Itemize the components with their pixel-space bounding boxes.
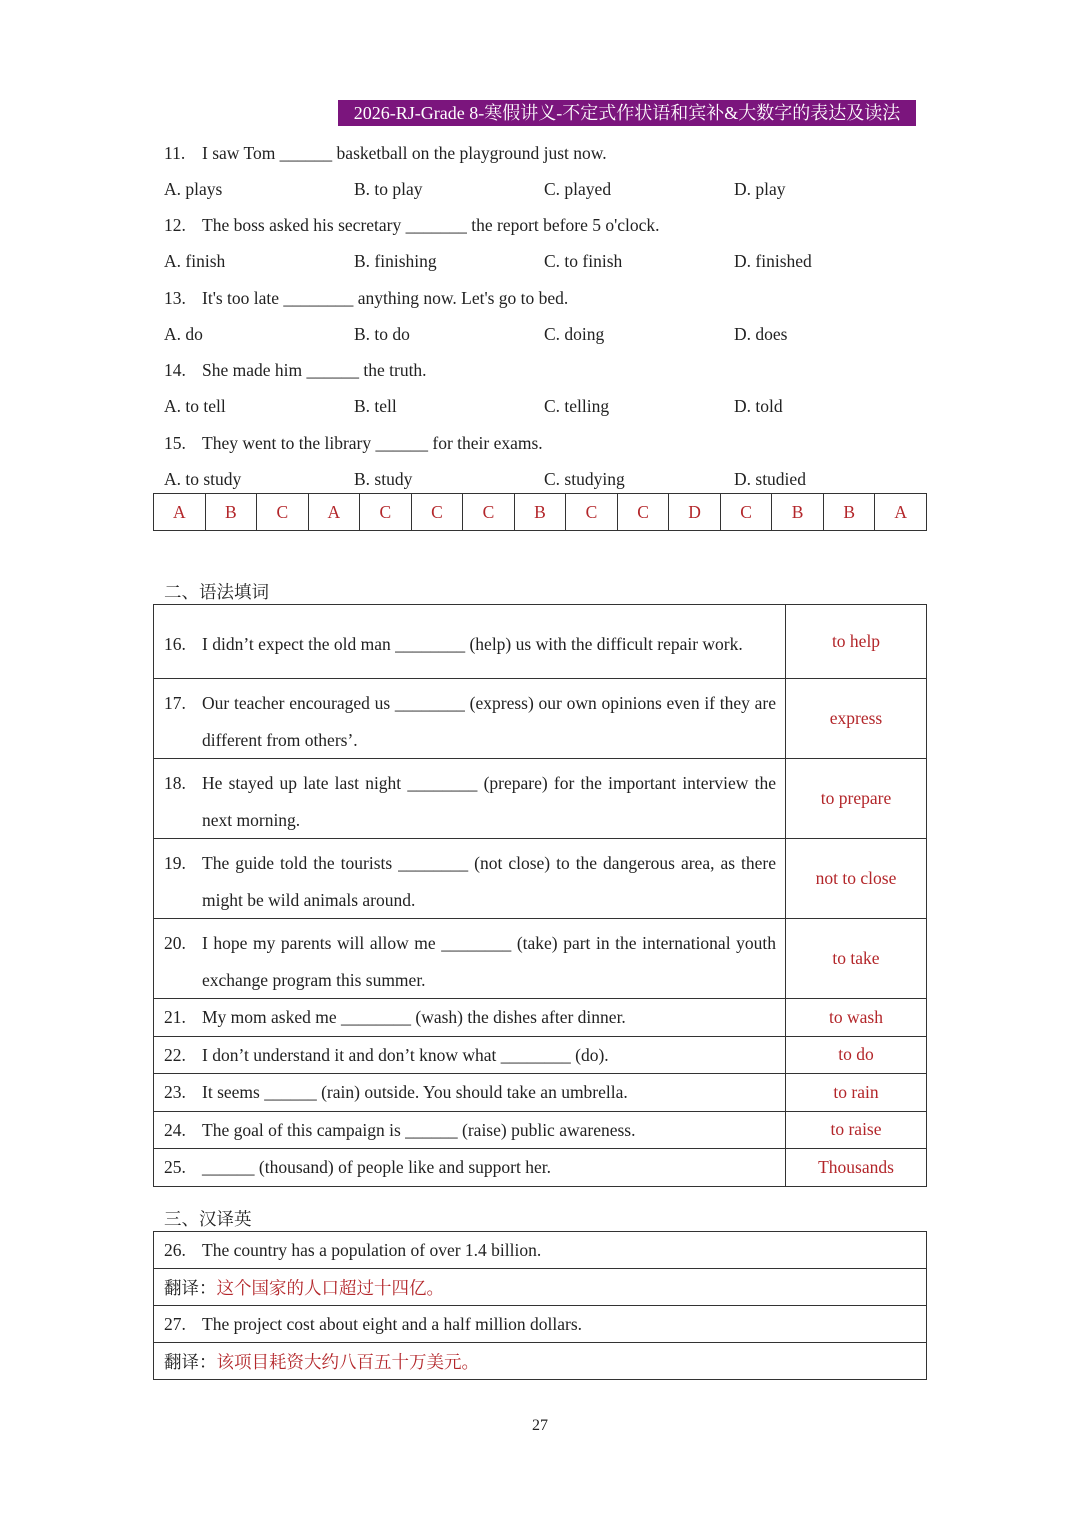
answer-key-table [153, 493, 927, 531]
answer-cell: Thousands [786, 1149, 927, 1187]
table-row [154, 999, 927, 1037]
answer-cell: to do [786, 1036, 927, 1074]
answer-cell: to raise [786, 1111, 927, 1149]
answer-cell: B [205, 494, 257, 531]
question-13: 13. It's too late ________ anything now. Let's go to bed. [164, 288, 569, 308]
option: C. to finish [544, 251, 623, 271]
option: C. played [544, 179, 612, 199]
question-cell: 22. I don’t understand it and don’t know what ________ (do). [154, 1036, 786, 1074]
answer-cell: to prepare [786, 759, 927, 839]
translation-cell: 翻译：该项目耗资大约八百五十万美元。 [154, 1343, 927, 1380]
option: B. to do [354, 324, 410, 344]
answer-cell: to help [786, 605, 927, 679]
table-row [154, 679, 927, 759]
table-row [154, 759, 927, 839]
option: B. tell [354, 396, 397, 416]
question-cell: 23. It seems ______ (rain) outside. You should take an umbrella. [154, 1074, 786, 1112]
option: B. study [354, 469, 413, 489]
answer-cell: C [566, 494, 618, 531]
option: A. do [164, 324, 203, 344]
option: B. finishing [354, 251, 437, 271]
option: D. does [734, 324, 788, 344]
table-row [154, 1269, 927, 1306]
document-header: 2026-RJ-Grade 8-寒假讲义-不定式作状语和宾补&大数字的表达及读法 [338, 100, 916, 126]
options-12 [164, 251, 924, 272]
question-cell: 18. He stayed up late last night ________ (prepare) for the important interview the next morning. [154, 759, 786, 839]
option: D. told [734, 396, 783, 416]
answer-cell: C [360, 494, 412, 531]
answer-cell: A [308, 494, 360, 531]
answer-cell: to wash [786, 999, 927, 1037]
answer-cell: A [154, 494, 206, 531]
option: A. finish [164, 251, 226, 271]
question-cell: 25. ______ (thousand) of people like and support her. [154, 1149, 786, 1187]
option: D. play [734, 179, 786, 199]
table-row [154, 1149, 927, 1187]
table-row [154, 919, 927, 999]
question-11: 11. I saw Tom ______ basketball on the playground just now. [164, 143, 607, 163]
answer-cell: to take [786, 919, 927, 999]
translation-table [153, 1231, 927, 1380]
question-cell: 20. I hope my parents will allow me ________ (take) part in the international youth exchange program this summer. [154, 919, 786, 999]
page-number: 27 [532, 1417, 548, 1434]
table-row [154, 839, 927, 919]
answer-cell: C [257, 494, 309, 531]
options-14 [164, 396, 924, 417]
question-14: 14. She made him ______ the truth. [164, 360, 427, 380]
answer-cell: C [720, 494, 772, 531]
option: C. studying [544, 469, 625, 489]
option: D. finished [734, 251, 812, 271]
question-cell: 27. The project cost about eight and a half million dollars. [154, 1306, 927, 1343]
table-row [154, 1232, 927, 1269]
option: C. telling [544, 396, 610, 416]
question-12: 12. The boss asked his secretary _______ the report before 5 o'clock. [164, 215, 660, 235]
answer-cell: to rain [786, 1074, 927, 1112]
option: A. plays [164, 179, 223, 199]
grammar-fill-table [153, 604, 927, 1187]
options-13 [164, 324, 924, 345]
table-row [154, 1074, 927, 1112]
option: A. to study [164, 469, 242, 489]
question-cell: 16. I didn’t expect the old man ________ (help) us with the difficult repair work. [154, 605, 786, 679]
options-15 [164, 469, 924, 490]
question-15: 15. They went to the library ______ for their exams. [164, 433, 543, 453]
answer-cell: express [786, 679, 927, 759]
table-row [154, 605, 927, 679]
answer-cell: C [617, 494, 669, 531]
answer-cell: B [514, 494, 566, 531]
question-cell: 17. Our teacher encouraged us ________ (express) our own opinions even if they are different from others’. [154, 679, 786, 759]
answer-cell: B [823, 494, 875, 531]
option: D. studied [734, 469, 806, 489]
answer-cell: not to close [786, 839, 927, 919]
table-row [154, 1036, 927, 1074]
translation-cell: 翻译：这个国家的人口超过十四亿。 [154, 1269, 927, 1306]
answer-cell: B [772, 494, 824, 531]
answer-cell: C [463, 494, 515, 531]
options-11 [164, 179, 924, 200]
question-cell: 19. The guide told the tourists ________ (not close) to the dangerous area, as there might be wild animals around. [154, 839, 786, 919]
option: A. to tell [164, 396, 226, 416]
section-title-grammar-fill: 二、语法填词 [164, 582, 269, 602]
question-cell: 26. The country has a population of over 1.4 billion. [154, 1232, 927, 1269]
table-row [154, 1111, 927, 1149]
answer-cell: C [411, 494, 463, 531]
option: B. to play [354, 179, 423, 199]
question-cell: 21. My mom asked me ________ (wash) the dishes after dinner. [154, 999, 786, 1037]
answer-cell: A [875, 494, 927, 531]
table-row [154, 1343, 927, 1380]
table-row [154, 1306, 927, 1343]
section-title-translation: 三、汉译英 [164, 1209, 252, 1229]
answer-cell: D [669, 494, 721, 531]
question-cell: 24. The goal of this campaign is ______ (raise) public awareness. [154, 1111, 786, 1149]
option: C. doing [544, 324, 605, 344]
